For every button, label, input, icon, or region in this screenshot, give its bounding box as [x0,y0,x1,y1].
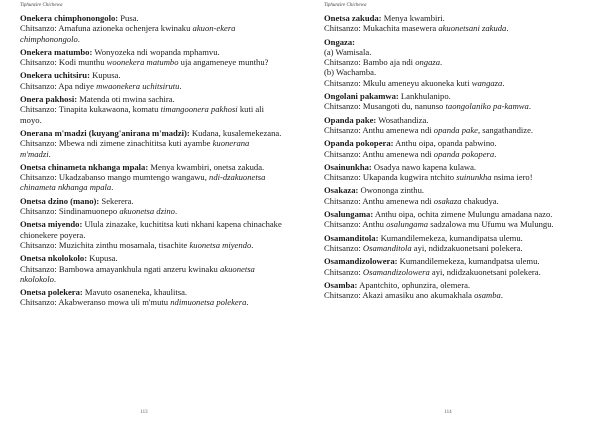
entry-headword: Onera pakhosi: [20,94,78,105]
example-text: Chitsanzo: Akazi amasiku ano akumakhala [324,290,475,301]
example-italic-phrase: ndi-dzakuonetsa chinameta nkhanga mpala [20,172,266,193]
example-text: Chitsanzo: Apa ndiye [20,80,97,91]
entry-headword: Ongaza: [324,36,356,47]
example-italic-phrase: akuonetsa nkolokolo [20,263,255,284]
example-italic-phrase: osalungama [386,219,429,230]
entry-headword: Osakaza: [324,185,359,196]
entry-headword: Onetsa chinameta nkhanga mpala: [20,161,149,172]
example-text: Chitsanzo: Anthu amenewa ndi [324,124,434,135]
example-italic-phrase: osamba [474,290,501,301]
entry-definition-line [324,37,586,47]
entry-definition-line [324,162,586,172]
dictionary-entry [324,115,586,136]
dictionary-entry [20,253,282,284]
entry-definition-line [324,209,586,219]
dictionary-entry [324,280,586,301]
entry-example [20,172,282,193]
example-text: Chitsanzo: Sindinamuonepo [20,206,120,217]
entry-example [324,125,586,135]
entry-gloss: Anthu oipa, ochita zimene Mulungu amadana nazo. [373,209,553,220]
example-text: (b) Wachamba. [324,67,377,78]
example-text: . [48,148,51,159]
example-italic-phrase: akuonetsa dzino [119,206,175,217]
example-text: . [111,182,114,193]
dictionary-entry [20,287,282,308]
example-text: Chitsanzo: Mkulu ameneyu akuoneka kuti [324,77,472,88]
example-text: . [179,80,182,91]
example-text: . [506,23,509,34]
entry-gloss: Menya kwambiri, onetsa zakuda. [148,161,265,172]
example-text: Chitsanzo: [324,242,363,253]
example-text: Chitsanzo: Mukachita masewera [324,23,439,34]
example-text: Chitsanzo: Bambowa amayankhula ngati anzeru kwinaku [20,263,220,274]
right-page [304,0,592,424]
example-text: . [174,206,178,217]
entry-gloss: Sekerera. [99,195,134,206]
example-text: (a) Wamisala. [324,46,372,57]
entry-headword: Onekera matumbo: [20,46,93,57]
entry-headword: Onetsa nkolokolo: [20,253,88,264]
dictionary-entry [324,162,586,183]
example-italic-phrase: mwaonekera uchitsirutu [96,80,180,91]
example-text: . [77,33,80,44]
running-head: Tiphunzire Chichewa [324,3,367,8]
example-text: Chitsanzo: Tinapita kukawaona, komatu [20,104,161,115]
dictionary-entry [324,185,586,206]
example-text: , sangathandize. [477,124,534,135]
entry-definition-line [324,185,586,195]
example-italic-phrase: timangoonera pakhosi [160,104,238,115]
entry-example [20,81,282,91]
entry-headword: Opanda pake: [324,114,377,125]
left-page [0,0,288,424]
entry-example [20,23,282,44]
example-text: Chitsanzo: Musangoti du, nanunso [324,101,446,112]
entry-example [20,57,282,67]
dictionary-entry [20,47,282,68]
entry-headword: Onekera uchitsiru: [20,70,90,81]
entry-gloss: Matenda oti mwina sachira. [77,94,175,105]
entry-gloss: Osadya nawo kapena kulawa. [371,161,477,172]
entry-headword: Opanda pokopera: [324,138,394,149]
example-text: . [251,239,254,250]
entry-headword: Onetsa polekera: [20,287,83,298]
dictionary-entry [20,196,282,217]
dictionary-entry [20,70,282,91]
entry-example [20,264,282,285]
entry-example [324,172,586,182]
example-text: Chitsanzo: Bambo aja ndi [324,57,416,68]
entry-definition-line [20,47,282,57]
entry-gloss: Kupusa. [89,70,121,81]
entry-headword: Osamandizolowera: [324,256,398,267]
entry-example [324,23,586,33]
example-text: nsima iero! [491,172,533,183]
entry-example [20,240,282,250]
entry-example [324,219,586,229]
entry-definition-line [324,115,586,125]
dictionary-entry [324,37,586,88]
entry-definition-line [20,70,282,80]
entry-headword: Osamba: [324,279,358,290]
entry-gloss: Lankhulanipo. [398,91,451,102]
entry-definition-line [20,196,282,206]
entry-definition-line [324,233,586,243]
example-italic-phrase: kuonerana m'madzi [20,138,250,159]
entry-definition-line [20,13,282,23]
entry-gloss: Apantchito, ophunzira, olemera. [357,279,471,290]
example-italic-phrase: woonekera matumbo [106,57,179,68]
example-text: . [440,57,443,68]
example-text: Chitsanzo: Ukapanda kugwira ntchito [324,172,457,183]
example-italic-phrase: kuonetsa miyendo [189,239,252,250]
dictionary-entry [20,13,282,44]
example-text: Chitsanzo: Anthu [324,219,387,230]
entry-list [324,13,586,303]
entry-headword: Onetsa zakuda: [324,13,382,23]
example-text: Chitsanzo: Amafuna azioneka ochenjera kwinaku [20,23,193,34]
entry-example [324,196,586,206]
entry-gloss: Pusa. [118,13,139,23]
entry-gloss: Kudana, kusalemekezana. [189,127,282,138]
example-italic-phrase: wangaza [471,77,503,88]
dictionary-entry [20,94,282,125]
example-italic-phrase: ongaza [415,57,441,68]
entry-gloss: Kumandilemekeza, kumandpatsa ulemu. [397,256,540,267]
example-text: . [528,101,531,112]
entry-definition-line [20,94,282,104]
example-italic-phrase: akuon-ekera chimphonongolo [20,23,236,44]
example-text: kuti ali moyo. [20,104,264,125]
entry-example [324,101,586,111]
example-italic-phrase: suinunkha [456,172,492,183]
example-text: . [494,148,497,159]
dictionary-entry [324,138,586,159]
entry-example [324,47,586,88]
example-text: . [500,290,504,301]
entry-list [20,13,282,311]
entry-gloss: Wosathandiza. [376,114,429,125]
entry-example [324,267,586,277]
entry-gloss: Menya kwambiri. [381,13,445,23]
dictionary-entry [324,233,586,254]
example-text: Chitsanzo: Kodi munthu [20,57,107,68]
example-text: Chitsanzo: Muzichita zinthu mosamala, tisachite [20,239,190,250]
example-text: Chitsanzo: Mbewa ndi zimene zinachititsa kuti ayambe [20,138,213,149]
entry-definition-line [20,253,282,263]
example-text: chakudya. [461,195,499,206]
example-text: Chitsanzo: Anthu amenewa ndi [324,148,434,159]
entry-gloss: Mavuto osaneneka, khaulitsa. [82,287,188,298]
example-text: ayi, ndidzakuonetsani polekera. [411,242,523,253]
dictionary-entry [20,219,282,250]
entry-gloss: Kupusa. [87,253,118,264]
entry-definition-line [20,128,282,138]
example-text: Chitsanzo: [324,266,363,277]
entry-headword: Onetsa miyendo: [20,219,83,230]
entry-example [20,297,282,307]
entry-definition-line [324,13,586,23]
entry-example [20,206,282,216]
example-text: Chitsanzo: Ukadzabanso mango mumtengo wangawu, [20,172,210,183]
dictionary-entry [20,162,282,193]
entry-headword: Onerana m'madzi (kuyang'anirana m'madzi): [20,127,190,138]
entry-gloss: Ulula zinazake, kuchititsa kuti nkhani kapena chinachake chionekere poyera. [20,219,282,240]
entry-headword: Osainunkha: [324,161,372,172]
entry-headword: Osamanditola: [324,232,379,243]
entry-definition-line [20,162,282,172]
entry-headword: Ongolani pakamwa: [324,91,399,102]
entry-example [324,243,586,253]
running-head: Tiphunzire Chichewa [20,3,63,8]
entry-headword: Osalungama: [324,209,374,220]
entry-definition-line [20,287,282,297]
example-italic-phrase: akuonetsani zakuda [438,23,507,34]
example-text: Chitsanzo: Akabweranso mowa uli m'mutu [20,297,171,308]
example-italic-phrase: Osamandizolowera [362,266,430,277]
example-italic-phrase: opanda pake [433,124,478,135]
example-text: uja angameneye munthu? [178,57,269,68]
example-text: Chitsanzo: Anthu amenewa ndi [324,195,434,206]
entry-example [20,104,282,125]
entry-definition-line [324,91,586,101]
dictionary-entry [324,91,586,112]
example-text: . [246,297,249,308]
dictionary-entry [324,256,586,277]
entry-example [20,138,282,159]
entry-example [324,290,586,300]
example-italic-phrase: opanda pokopera [433,148,495,159]
example-italic-phrase: osakaza [433,195,462,206]
example-italic-phrase: Osamanditola [362,242,412,253]
entry-definition-line [324,280,586,290]
entry-headword: Onekera chimphonongolo: [20,13,119,23]
example-text: . [53,273,57,284]
dictionary-entry [324,209,586,230]
page-number: 114 [444,410,452,415]
example-italic-phrase: ndimuonetsa polekera [170,297,247,308]
entry-gloss: Anthu oipa, opanda pabwino. [393,138,497,149]
entry-gloss: Wonyozeka ndi wopanda mphamvu. [92,46,220,57]
page-number: 113 [140,410,148,415]
dictionary-entry [324,13,586,34]
entry-headword: Onetsa dzino (mano): [20,195,100,206]
example-italic-phrase: taongolaniko pa-kamwa [445,101,529,112]
entry-gloss: Kumandilemekeza, kumandipatsa ulemu. [378,232,523,243]
entry-gloss: Owononga zinthu. [358,185,425,196]
entry-definition-line [324,256,586,266]
example-text: sadzalowa mu Ufumu wa Mulungu. [428,219,554,230]
example-text: ayi, ndidzakuonetsani polekera. [429,266,541,277]
dictionary-entry [20,128,282,159]
entry-definition-line [324,138,586,148]
entry-example [324,149,586,159]
entry-definition-line [20,219,282,240]
example-text: . [502,77,505,88]
